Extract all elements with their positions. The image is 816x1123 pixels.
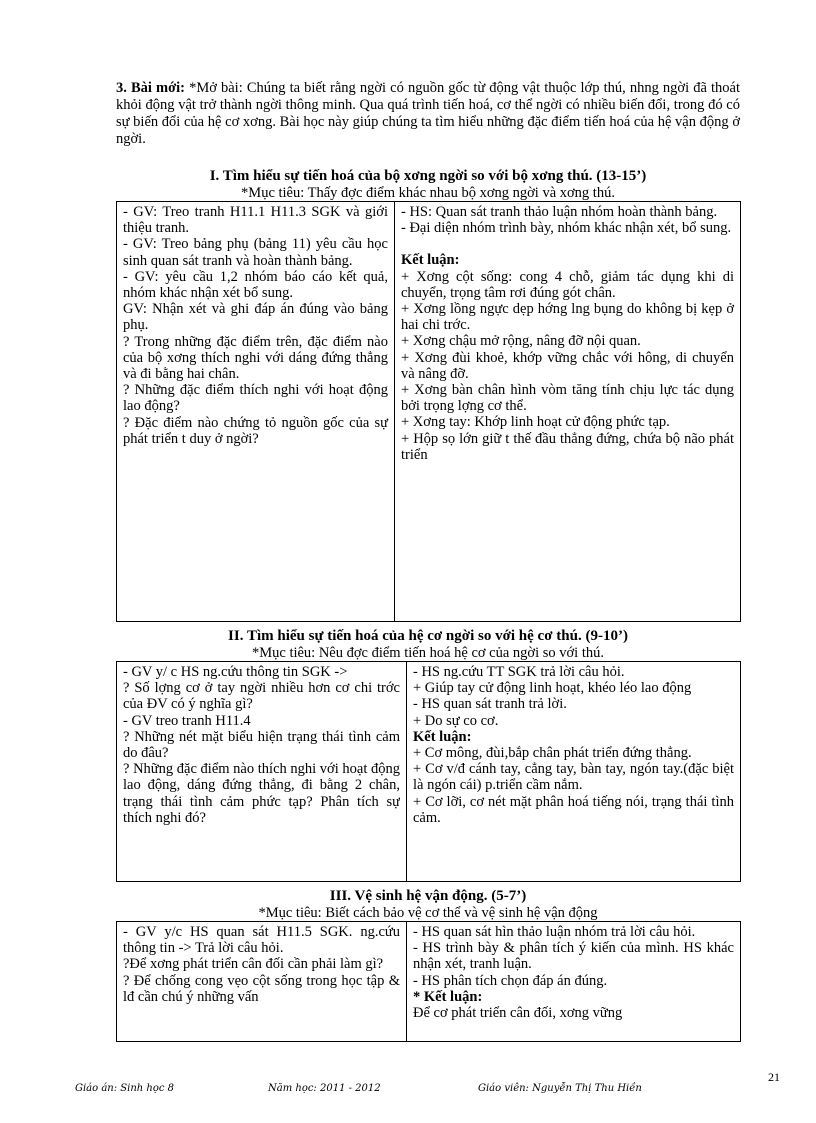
- section3-student-col: [407, 922, 741, 1042]
- s3-conclusion-label: * Kết luận:: [413, 988, 483, 1005]
- s3-right-0: - HS quan sát hìn thảo luận nhóm trả lời câu hỏi.: [413, 924, 696, 940]
- s3-left-1: ?Để xơng phát triển cân đối cần phải làm gì?: [123, 956, 384, 973]
- section1-goal: *Mục tiêu: Thấy đợc điểm khác nhau bộ xơng ngời và xơng thú.: [241, 185, 615, 201]
- s2-right-1: + Giúp tay cử động linh hoạt, khéo léo lao động: [413, 680, 692, 697]
- footer-teacher: Giáo viên: Nguyễn Thị Thu Hiền: [478, 1083, 642, 1094]
- s1-left-0: - GV: Treo tranh H11.1 H11.3 SGK và giới thiệu tranh.: [123, 204, 388, 237]
- s1-conc-5: + Xơng tay: Khớp linh hoạt cử động phức tạp.: [401, 414, 670, 431]
- s3-left-0: - GV y/c HS quan sát H11.5 SGK. ng.cứu thông tin -> Trả lời câu hỏi.: [123, 924, 400, 957]
- section3-teacher-col: [117, 922, 407, 1042]
- s1-left-5: ? Những đặc điểm thích nghi với hoạt động lao động?: [123, 382, 388, 415]
- s1-left-3: GV: Nhận xét và ghi đáp án đúng vào bảng phụ.: [123, 301, 388, 334]
- s3-right-1: - HS trình bày & phân tích ý kiến của mình. HS khác nhận xét, tranh luận.: [413, 940, 734, 973]
- s1-conc-4: + Xơng bàn chân hình vòm tăng tính chịu lực tác dụng bởi trọng lợng cơ thể.: [401, 382, 734, 415]
- s3-conc-0: Để cơ phát triển cân đối, xơng vững: [413, 1005, 623, 1022]
- s2-conc-2: + Cơ lỡi, cơ nét mặt phân hoá tiếng nói, trạng thái tình cảm.: [413, 793, 734, 826]
- footer-lesson-plan: Giáo án: Sinh học 8: [75, 1083, 175, 1094]
- s1-conc-3: + Xơng đùi khoẻ, khớp vững chắc với hông, di chuyển và nâng đỡ.: [401, 349, 734, 382]
- s2-left-3: ? Những nét mặt biểu hiện trạng thái tình cảm do đâu?: [123, 728, 400, 762]
- intro-text: *Mở bài: Chúng ta biết rằng ngời có nguồn gốc từ động vật thuộc lớp thú, nhng ngời đã thoát khỏi động vật trở thành ngời thông minh. Qua quá trình tiến hoá, cơ thể ngời có nhiều biến đổi, trong đó có sự biến đổi của hệ cơ xơng. Bài học này giúp chúng ta tìm hiểu những đặc điểm tiến hoá của hệ vận động ở ngời.: [116, 80, 740, 147]
- s3-left-2: ? Để chống cong vẹo cột sống trong học tập & lđ cần chú ý những vấn: [123, 972, 400, 1005]
- s2-left-2: - GV treo tranh H11.4: [123, 712, 251, 729]
- intro-paragraph: [116, 80, 740, 148]
- s1-right-0: - HS: Quan sát tranh thảo luận nhóm hoàn thành bảng.: [401, 204, 718, 220]
- s2-conc-1: + Cơ v/đ cánh tay, cẳng tay, bàn tay, ngón tay.(đặc biệt là ngón cái) p.triển cầm nắm.: [413, 761, 734, 794]
- footer-school-year: Năm học: 2011 - 2012: [268, 1083, 381, 1094]
- section1-teacher-col: [117, 202, 395, 622]
- section2-goal: *Mục tiêu: Nêu đợc điểm tiến hoá hệ cơ của ngời so với thú.: [251, 645, 604, 661]
- s1-conc-6: + Hộp sọ lớn giữ t thế đầu thẳng đứng, chứa bộ não phát triển: [401, 430, 734, 463]
- s2-right-0: - HS ng.cứu TT SGK trả lời câu hỏi.: [413, 664, 625, 680]
- section3-table: [116, 921, 741, 1042]
- s2-right-3: + Do sự co cơ.: [413, 712, 499, 729]
- section3-goal: *Mục tiêu: Biết cách bảo vệ cơ thể và vệ sinh hệ vận động: [258, 905, 598, 921]
- s2-conclusion-label: Kết luận:: [413, 728, 472, 745]
- s1-left-2: - GV: yêu cầu 1,2 nhóm báo cáo kết quả, nhóm khác nhận xét bổ sung.: [123, 268, 388, 302]
- s1-left-4: ? Trong những đặc điểm trên, đặc điểm nào của bộ xơng thích nghi với dáng đứng thẳng và đi bằng hai chân.: [123, 333, 388, 383]
- section3-title: III. Vệ sinh hệ vận động. (5-7’): [329, 888, 527, 904]
- section1-table: [116, 201, 741, 622]
- s2-left-4: ? Những đặc điểm nào thích nghi với hoạt động lao động, dáng đứng thẳng, đi bằng 2 chân, trạng thái tình cảm phức tạp? Phân tích sự thích nghi đó?: [123, 761, 400, 826]
- s2-left-0: - GV y/ c HS ng.cứu thông tin SGK ->: [123, 664, 348, 680]
- section1-title: I. Tìm hiểu sự tiến hoá của bộ xơng ngời so với bộ xơng thú. (13-15’): [209, 168, 647, 184]
- s1-right-1: - Đại diện nhóm trình bày, nhóm khác nhận xét, bổ sung.: [401, 220, 732, 237]
- section1-student-col: [395, 202, 741, 622]
- s1-left-6: ? Đặc điểm nào chứng tỏ nguồn gốc của sự phát triển t duy ở ngời?: [123, 414, 388, 447]
- s2-right-2: - HS quan sát tranh trả lời.: [413, 696, 567, 713]
- s2-conc-0: + Cơ mông, đùi,bắp chân phát triển đứng thẳng.: [413, 745, 692, 762]
- section2-title: II. Tìm hiểu sự tiến hoá của hệ cơ ngời so với hệ cơ thú. (9-10’): [228, 628, 628, 644]
- s1-conc-0: + Xơng cột sống: cong 4 chỗ, giảm tác dụng khi di chuyển, trọng tâm rơi đúng gót chân.: [401, 268, 734, 301]
- s1-left-1: - GV: Treo bảng phụ (bảng 11) yêu cầu học sinh quan sát tranh và hoàn thành bảng.: [123, 236, 388, 269]
- s1-conc-1: + Xơng lồng ngực dẹp hớng lng bụng do không bị kẹp ở hai chi trớc.: [401, 301, 734, 334]
- page-number: 21: [768, 1070, 780, 1084]
- section2-table: [116, 661, 741, 882]
- s1-conc-2: + Xơng chậu mở rộng, nâng đỡ nội quan.: [401, 333, 641, 350]
- section2-student-col: [407, 662, 741, 882]
- s1-conclusion-label: Kết luận:: [401, 252, 460, 269]
- intro-heading: 3. Bài mới:: [116, 80, 185, 96]
- s2-left-1: ? Số lợng cơ ở tay ngời nhiều hơn cơ chi trớc của ĐV có ý nghĩa gì?: [123, 680, 400, 713]
- section2-teacher-col: [117, 662, 407, 882]
- s3-right-2: - HS phân tích chọn đáp án đúng.: [413, 972, 608, 989]
